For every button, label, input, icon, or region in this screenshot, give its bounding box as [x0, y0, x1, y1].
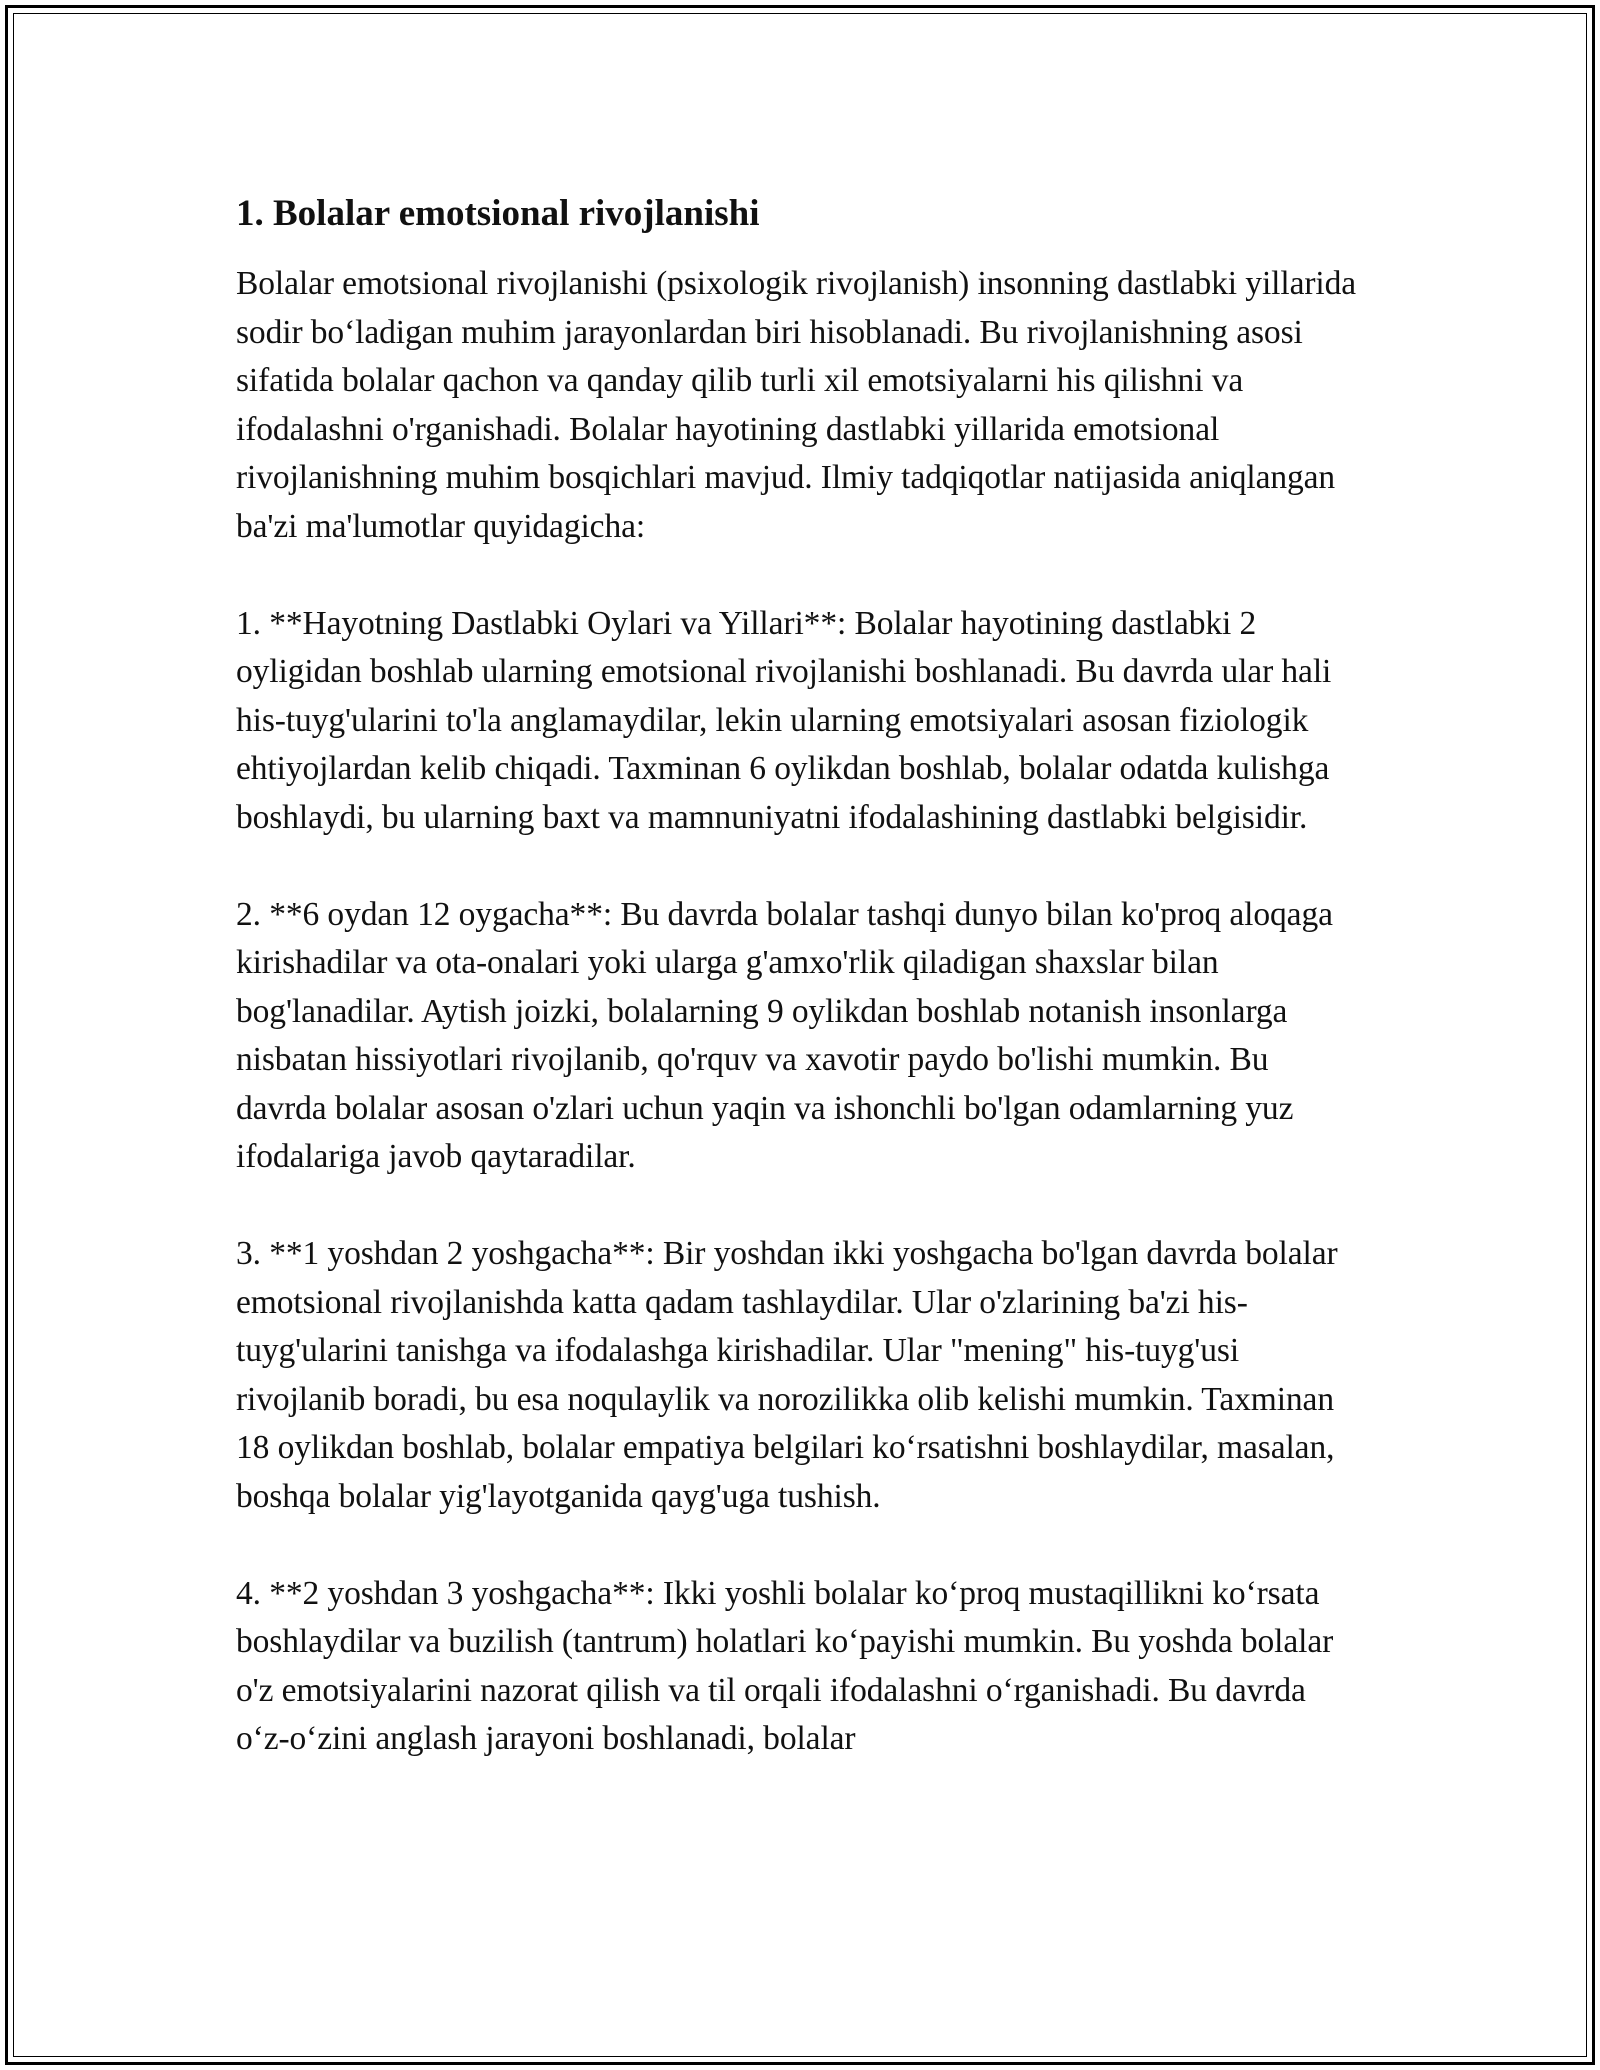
- intro-paragraph: Bolalar emotsional rivojlanishi (psixologik rivojlanish) insonning dastlabki yillarida sodir bo‘ladigan muhim jarayonlardan biri hisoblanadi. Bu rivojlanishning asosi sifatida bolalar qachon va qanday qilib turli xil emotsiyalarni his qilishni va ifodalashni o'rganishadi. Bolalar hayotining dastlabki yillarida emotsional rivojlanishning muhim bosqichlari mavjud. Ilmiy tadqiqotlar natijasida aniqlangan ba'zi ma'lumotlar quyidagicha:: [236, 265, 1357, 545]
- section-heading: 1. Bolalar emotsional rivojlanishi: [236, 193, 760, 234]
- list-item-3-paragraph: 3. **1 yoshdan 2 yoshgacha**: Bir yoshdan ikki yoshgacha bo'lgan davrda bolalar emotsional rivojlanishda katta qadam tashlaydilar. Ular o'zlarining ba'zi his-tuyg'ularini tanishga va ifodalashga kirishadilar. Ular "mening" his-tuyg'usi rivojlanib boradi, bu esa noqulaylik va norozilikka olib kelishi mumkin. Taxminan 18 oylikdan boshlab, bolalar empatiya belgilari ko‘rsatishni boshlaydilar, masalan, boshqa bolalar yig'layotganida qayg'uga tushish.: [236, 1235, 1338, 1515]
- list-item-4-paragraph: 4. **2 yoshdan 3 yoshgacha**: Ikki yoshli bolalar ko‘proq mustaqillikni ko‘rsata boshlaydilar va buzilish (tantrum) holatlari ko‘payishi mumkin. Bu yoshda bolalar o'z emotsiyalarini nazorat qilish va til orqali ifodalashni o‘rganishadi. Bu davrda o‘z-o‘zini anglash jarayoni boshlanadi, bolalar: [236, 1574, 1334, 1757]
- document-body: [236, 188, 1366, 1764]
- list-item-1-paragraph: 1. **Hayotning Dastlabki Oylari va Yillari**: Bolalar hayotining dastlabki 2 oyligidan boshlab ularning emotsional rivojlanishi boshlanadi. Bu davrda ular hali his-tuyg'ularini to'la anglamaydilar, lekin ularning emotsiyalari asosan fiziologik ehtiyojlardan kelib chiqadi. Taxminan 6 oylikdan boshlab, bolalar odatda kulishga boshlaydi, bu ularning baxt va mamnuniyatni ifodalashining dastlabki belgisidir.: [236, 604, 1332, 836]
- list-item-2-paragraph: 2. **6 oydan 12 oygacha**: Bu davrda bolalar tashqi dunyo bilan ko'proq aloqaga kirishadilar va ota-onalari yoki ularga g'amxo'rlik qiladigan shaxslar bilan bog'lanadilar. Aytish joizki, bolalarning 9 oylikdan boshlab notanish insonlarga nisbatan hissiyotlari rivojlanib, qo'rquv va xavotir paydo bo'lishi mumkin. Bu davrda bolalar asosan o'zlari uchun yaqin va ishonchli bo'lgan odamlarning yuz ifodalariga javob qaytaradilar.: [236, 895, 1333, 1175]
